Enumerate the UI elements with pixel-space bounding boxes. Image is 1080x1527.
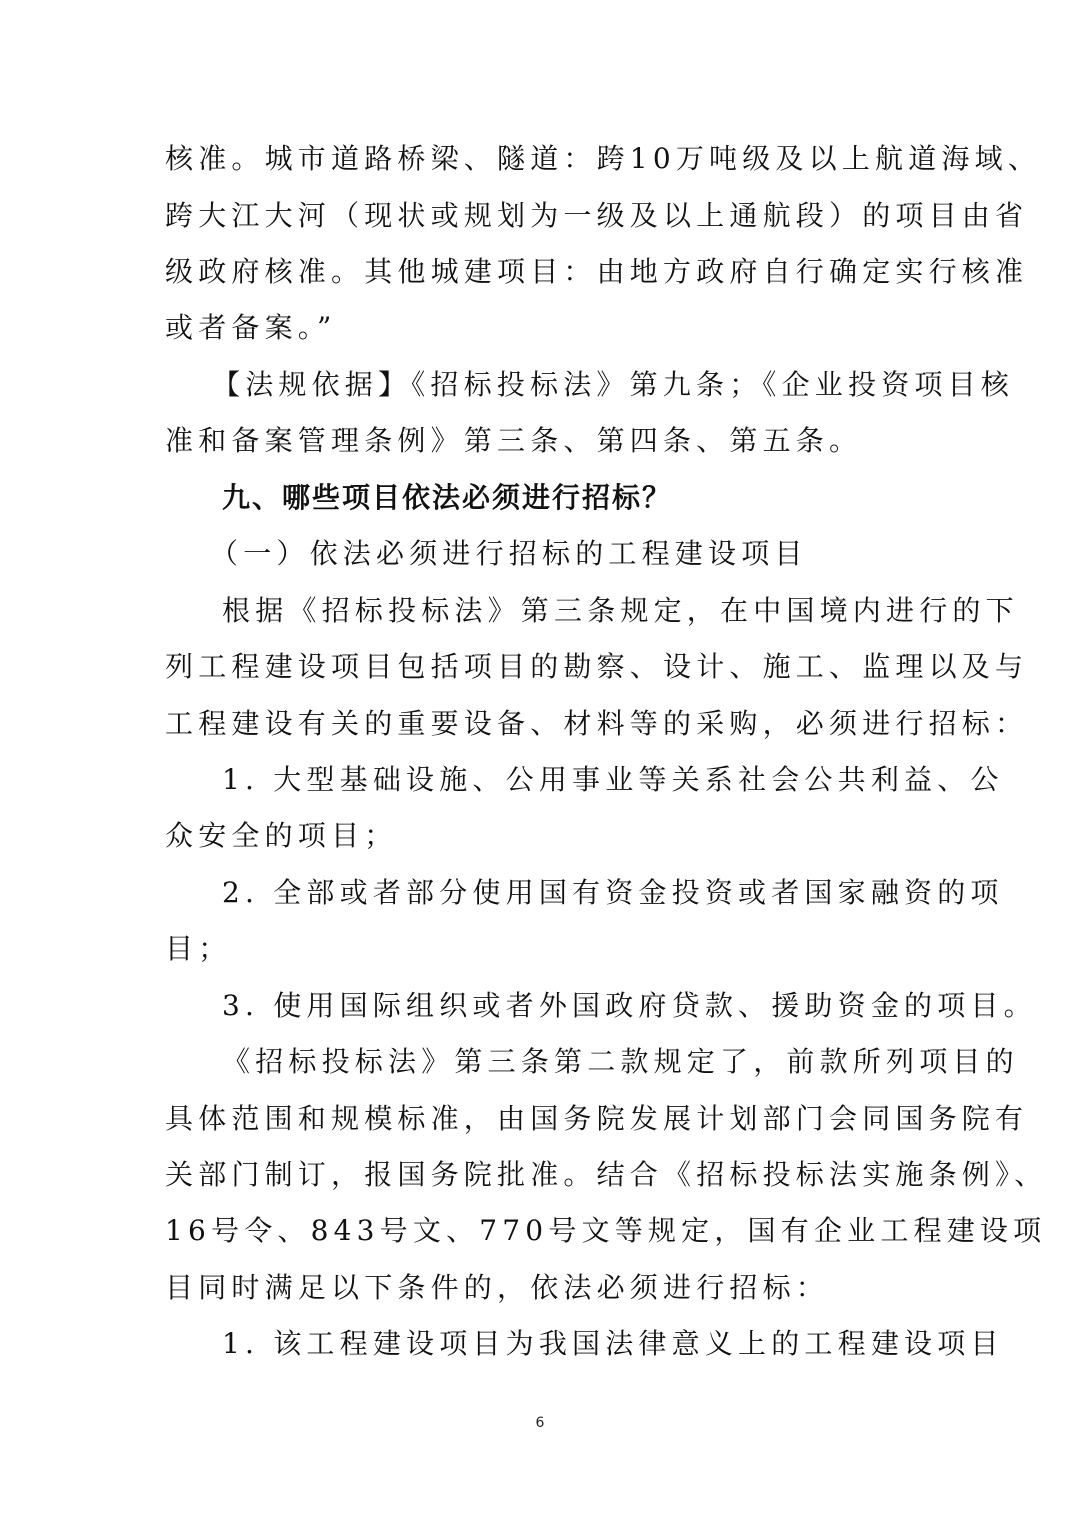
text-line: 关部门制订，报国务院批准。结合《招标投标法实施条例》、 xyxy=(165,1158,1048,1191)
subsection-heading: （一）依法必须进行招标的工程建设项目 xyxy=(210,537,808,570)
page-number: 6 xyxy=(535,1415,545,1431)
list-item: 2. 全部或者部分使用国有资金投资或者国家融资的项 xyxy=(222,876,1004,909)
text-line: 跨大江大河（现状或规划为一级及以上通航段）的项目由省 xyxy=(165,199,1029,232)
text-line: 目同时满足以下条件的，依法必须进行招标： xyxy=(165,1271,830,1304)
text-line: 16号令、843号文、770号文等规定，国有企业工程建设项 xyxy=(165,1214,1047,1247)
list-item: 3. 使用国际组织或者外国政府贷款、援助资金的项目。 xyxy=(222,989,1037,1022)
text-line: 《招标投标法》第三条第二款规定了，前款所列项目的 xyxy=(222,1045,1019,1078)
text-line: 核准。城市道路桥梁、隧道：跨10万吨级及以上航道海域、 xyxy=(165,142,1042,175)
text-line: 准和备案管理条例》第三条、第四条、第五条。 xyxy=(165,424,863,457)
text-line: 工程建设有关的重要设备、材料等的采购，必须进行招标： xyxy=(165,707,1029,740)
section-heading: 九、哪些项目依法必须进行招标？ xyxy=(222,481,673,514)
text-line: 级政府核准。其他城建项目：由地方政府自行确定实行核准 xyxy=(165,255,1029,288)
text-line: 或者备案。” xyxy=(165,311,337,344)
text-line: 众安全的项目； xyxy=(165,819,398,852)
list-item: 1. 大型基础设施、公用事业等关系社会公共利益、公 xyxy=(222,763,1004,796)
text-line: 目； xyxy=(165,932,232,965)
text-line: 具体范围和规模标准，由国务院发展计划部门会同国务院有 xyxy=(165,1102,1029,1135)
text-line: 列工程建设项目包括项目的勘察、设计、施工、监理以及与 xyxy=(165,650,1029,683)
text-line: 根据《招标投标法》第三条规定，在中国境内进行的下 xyxy=(222,594,1019,627)
list-item: 1. 该工程建设项目为我国法律意义上的工程建设项目 xyxy=(222,1327,1004,1360)
legal-basis-line: 【法规依据】《招标投标法》第九条；《企业投资项目核 xyxy=(212,368,1015,401)
